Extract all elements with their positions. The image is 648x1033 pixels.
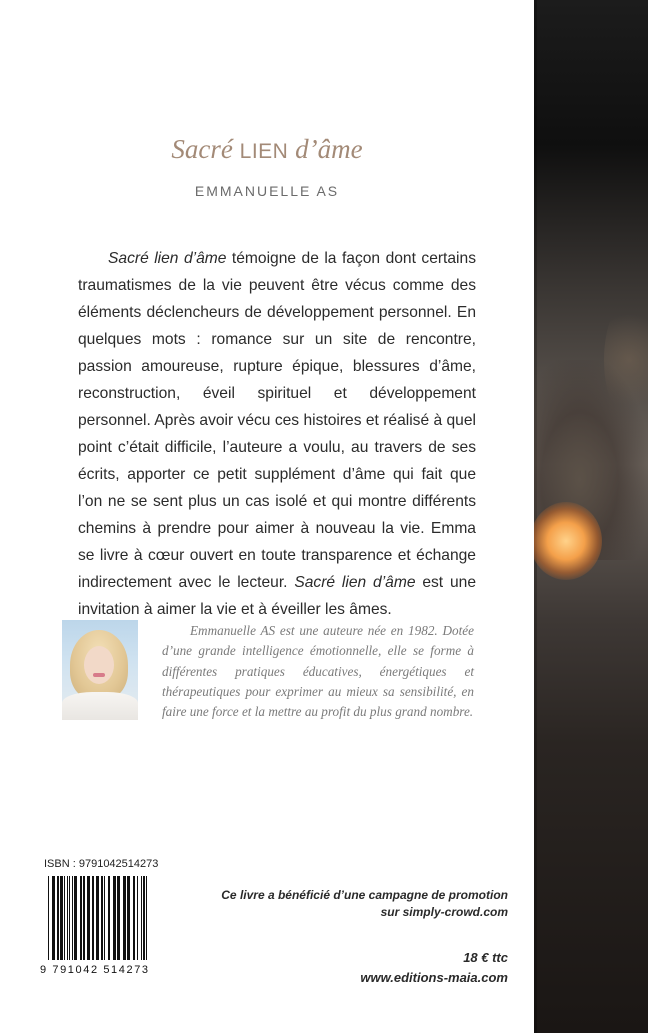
title-part-3: d’âme [288,134,363,164]
promo-line-2: sur simply-crowd.com [380,905,508,919]
publisher-website: www.editions-maia.com [360,970,508,985]
barcode-bar [133,876,135,960]
synopsis-title-italic: Sacré lien d’âme [108,250,227,267]
light-bokeh [534,502,602,580]
title-part-2: LIEN [239,140,289,163]
synopsis-paragraph [78,245,476,623]
photo-face [84,646,114,684]
barcode-bar [96,876,99,960]
barcode-bar [60,876,63,960]
synopsis-text-2: est une invitation à aimer la vie et à éveiller les âmes. [78,574,476,618]
barcode-bar [141,876,142,960]
author-name: EMMANUELLE AS [194,183,340,199]
barcode-bar [69,876,70,960]
synopsis-text-1: témoigne de la façon dont certains traumatismes de la vie peuvent être vécus comme des éléments déclencheurs de développement personnel. En quelques mots : romance sur un site de rencontre, passion amoureuse, rupture épique, blessures d’âme, reconstruction, éveil spirituel et développement personnel. Après avoir vécu ces histoires et réalisé à quel point c’était difficile, l’auteure a voulu, au travers de ses écrits, apporter ce petit supplément d’âme qui fait que l’on ne se sent plus un cas isolé et qui montre différents chemins à prendre pour aimer à nouveau la vie. Emma se livre à cœur ouvert en toute transparence et échange indirectement avec le lecteur. [78,250,476,591]
barcode-bar [146,876,147,960]
barcode-bar [57,876,59,960]
barcode-bar [137,876,138,960]
isbn-barcode [44,876,168,972]
synopsis-title-italic-2: Sacré lien d’âme [294,574,416,591]
photo-shoulders [62,692,138,720]
price: 18 € ttc [463,950,508,965]
barcode-bar [108,876,110,960]
barcode-bar [80,876,82,960]
synopsis [78,245,476,623]
barcode-bar [48,876,49,960]
barcode-image [44,876,168,964]
author-photo [62,620,138,720]
author-bio: Emmanuelle AS est une auteure née en 1982. Dotée d’une grande intelligence émotionnelle, elle se forme à différentes pratiques éducatives, énergétiques et thérapeutiques pour exprimer au mieux sa sensibilité, en faire une force et la mettre au profit du plus grand nombre. [162,623,474,720]
promo-line-1: Ce livre a bénéficié d’une campagne de promotion [221,888,508,902]
barcode-bar [83,876,85,960]
barcode-bar [123,876,126,960]
promo-note [221,887,508,921]
barcode-bar [127,876,130,960]
cover-photo-strip [534,0,648,1033]
title-part-1: Sacré [171,134,240,164]
barcode-bar [143,876,145,960]
barcode-bar [52,876,55,960]
barcode-bar [117,876,120,960]
barcode-bar [64,876,65,960]
barcode-bar [72,876,73,960]
isbn-label: ISBN : 9791042514273 [44,858,159,870]
barcode-bar [87,876,90,960]
photo-lips [93,673,105,677]
barcode-digits: 9 791042 514273 [40,962,170,976]
barcode-bar [67,876,68,960]
barcode-bar [101,876,103,960]
barcode-bar [113,876,116,960]
book-title [0,134,534,165]
barcode-bar [92,876,94,960]
barcode-bar [104,876,105,960]
barcode-bar [74,876,77,960]
